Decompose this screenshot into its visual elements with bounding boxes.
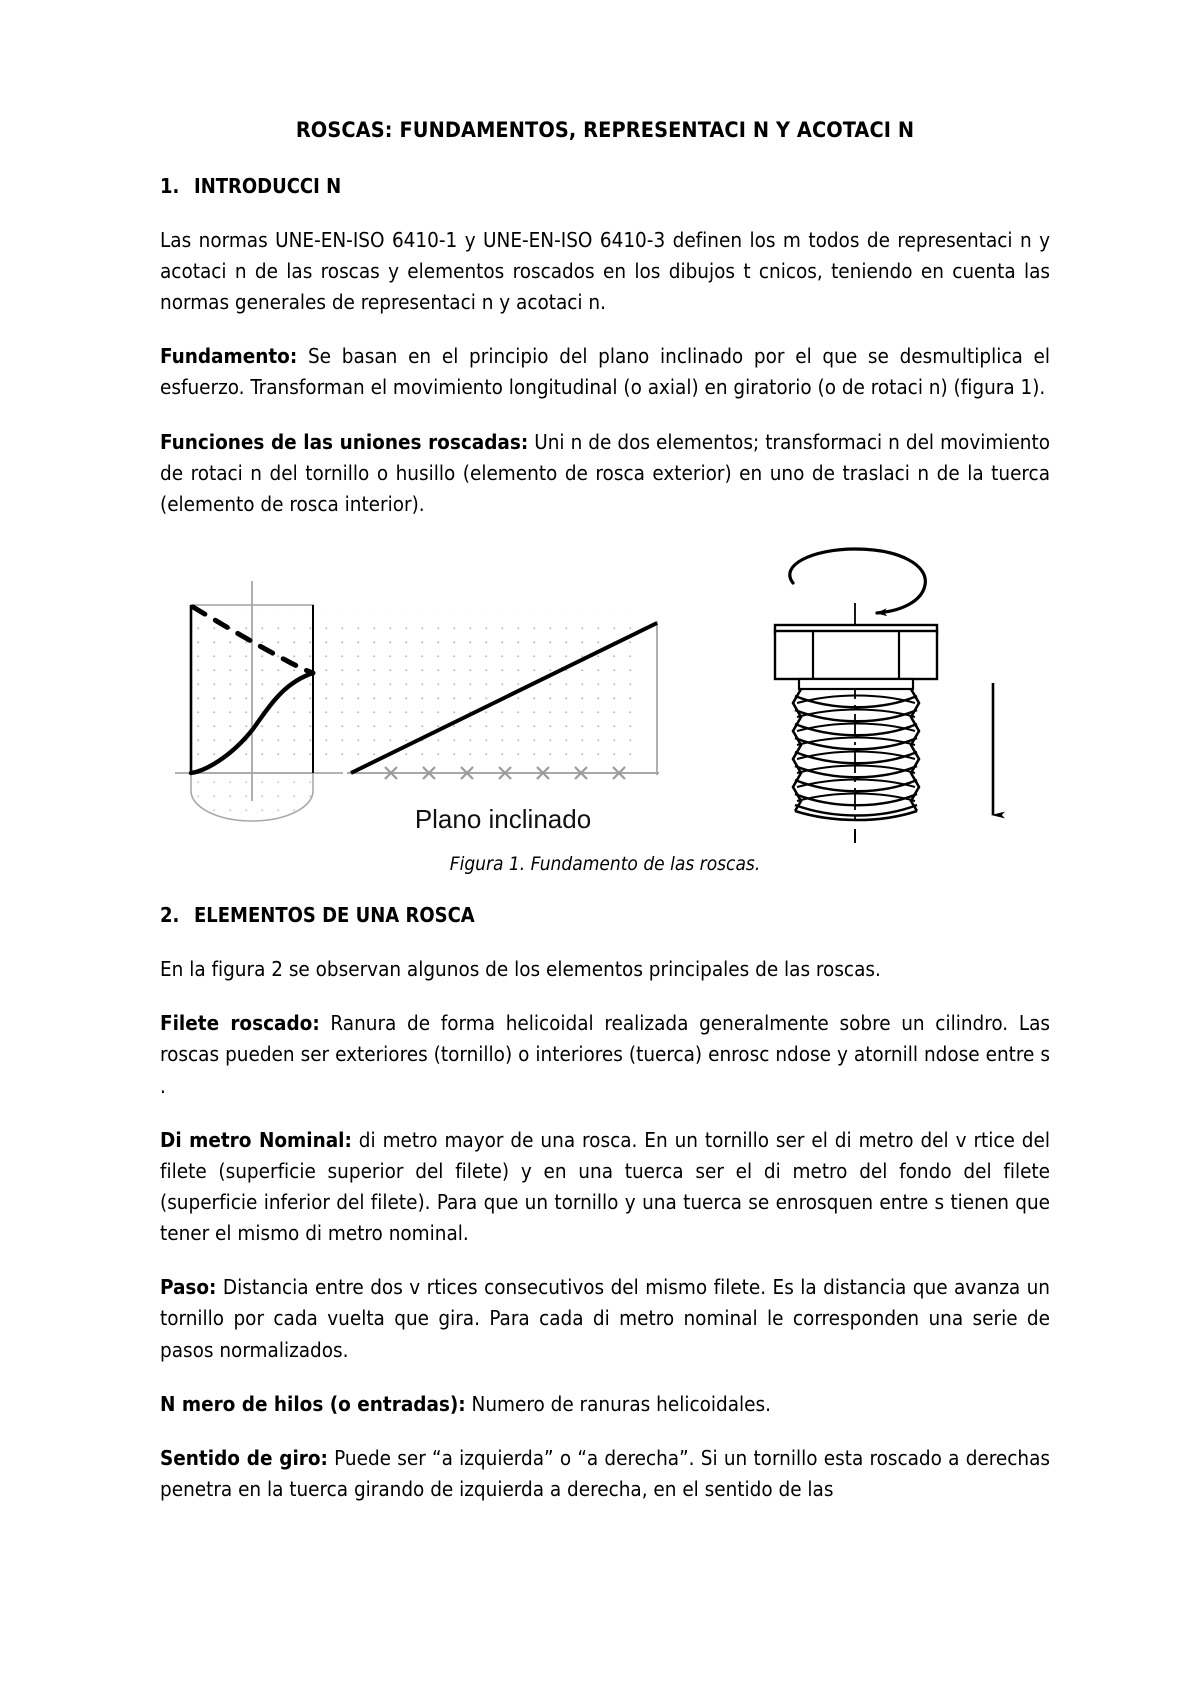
paragraph-filete-roscado: [160, 1008, 1050, 1101]
plano-inclinado-label: Plano inclinado: [414, 804, 592, 835]
paragraph-figura2: [160, 954, 1050, 985]
paragraph-paso: [160, 1272, 1050, 1365]
section-title: ELEMENTOS DE UNA ROSCA: [194, 903, 475, 928]
paragraph-text: Las normas UNE-EN-ISO 6410-1 y UNE-EN-ISO 6410-3 definen los m todos de representaci n y acotaci n de las roscas y elementos roscados en los dibujos t cnicos, teniendo en cuenta las normas generales de representaci n y acotaci n.: [160, 227, 1050, 315]
section-heading-introduccion: [160, 174, 1050, 199]
paragraph-text: Se basan en el principio del plano inclinado por el que se desmultiplica el esfuerzo. Transforman el movimiento longitudinal (o axial) en giratorio (o de rotaci n) (figura 1).: [160, 344, 1050, 400]
paragraph-funciones: [160, 427, 1050, 520]
paragraph-text: Uni n de dos elementos; transformaci n del movimiento de rotaci n del tornillo o husillo (elemento de rosca exterior) en uno de traslaci n de la tuerca (elemento de rosca interior).: [160, 429, 1050, 516]
paragraph-diametro-nominal: [160, 1125, 1050, 1250]
section-number: 1.: [160, 173, 180, 198]
section-heading-elementos: [160, 903, 1050, 928]
page-title: ROSCAS: FUNDAMENTOS, REPRESENTACI N Y ACOTACI N: [295, 118, 915, 143]
figure-1: [160, 543, 1050, 843]
paragraph-text: di metro mayor de una rosca. En un tornillo ser el di metro del v rtice del filete (superficie superior del filete) y en una tuerca ser el di metro del fondo del filete (superficie inferior del filete). Para que un tornillo y una tuerca se enrosquen entre s tienen que tener el mismo di metro nominal.: [160, 1127, 1050, 1246]
bolt-diagram: [775, 549, 993, 843]
paragraph-text: Puede ser “a izquierda” o “a derecha”. Si un tornillo esta roscado a derechas penetra en la tuerca girando de izquierda a derecha, en el sentido de las: [160, 1445, 1050, 1502]
paragraph-fundamento: [160, 341, 1050, 403]
paragraph-lead: Fundamento:: [160, 344, 298, 369]
section-title: INTRODUCCI N: [194, 173, 342, 198]
paragraph-lead: Filete roscado:: [160, 1011, 320, 1036]
paragraph-numero-hilos: [160, 1389, 1050, 1420]
paragraph-lead: Sentido de giro:: [160, 1445, 328, 1470]
paragraph-lead: Funciones de las uniones roscadas:: [160, 429, 529, 454]
paragraph-sentido-giro: [160, 1443, 1050, 1505]
section-number: 2.: [160, 903, 180, 928]
figure-1-illustration: [165, 543, 1045, 843]
paragraph-lead: Di metro Nominal:: [160, 1127, 352, 1152]
dot-grid-background: [193, 615, 643, 755]
paragraph-text: En la figura 2 se observan algunos de los elementos principales de las roscas.: [160, 957, 881, 982]
paragraph-text: Distancia entre dos v rtices consecutivos del mismo filete. Es la distancia que avanza un tornillo por cada vuelta que gira. Para cada di metro nominal le corresponden una serie de pasos normalizados.: [160, 1275, 1050, 1362]
paragraph-lead: N mero de hilos (o entradas):: [160, 1391, 466, 1416]
paragraph-text: Numero de ranuras helicoidales.: [465, 1391, 771, 1416]
paragraph-normas: [160, 225, 1050, 318]
figure-1-caption: Figura 1. Fundamento de las roscas.: [449, 853, 761, 876]
paragraph-lead: Paso:: [160, 1275, 217, 1300]
paragraph-text: Ranura de forma helicoidal realizada generalmente sobre un cilindro. Las roscas pueden ser exteriores (tornillo) o interiores (tuerca) enrosc ndose y atornill ndose entre s .: [160, 1011, 1050, 1098]
rotation-arrow-icon: [790, 549, 926, 613]
